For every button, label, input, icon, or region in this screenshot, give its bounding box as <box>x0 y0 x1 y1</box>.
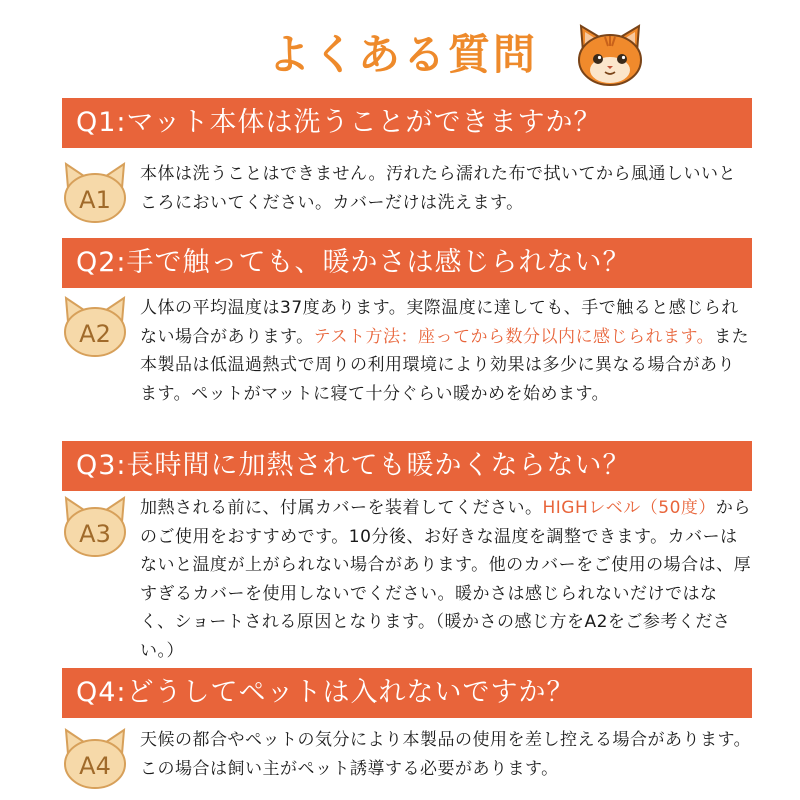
faq-answer-2 <box>62 294 762 439</box>
answer-text: 加熱される前に、付属カバーを装着してください。HIGHレベル（50度）からのご使用をおすすめです。10分後、お好きな温度を調整できます。カバーはないと温度が上がられない場合があります。他のカバーをご使用の場合は、厚すぎるカバーを使用しないでください。暖かさは感じられないだけではなく、ショートされる原因となります。（暖かさの感じ方をA2をご参考ください。） <box>140 498 752 661</box>
faq-question-4 <box>62 668 752 718</box>
answer-text: 人体の平均温度は37度あります。実際温度に達しても、手で触ると感じられない場合があります。テスト方法：座ってから数分以内に感じられます。また本製品は低温過熱式で周りの利用環境により効果は多少に異なる場合があります。ペットがマットに寝て十分ぐらい暖かめを始めます。 <box>140 298 750 404</box>
cat-face-icon <box>575 22 645 88</box>
answer-text: 天候の都合やペットの気分により本製品の使用を差し控える場合があります。この場合は飼い主がペット誘導する必要があります。 <box>140 730 752 779</box>
faq-header <box>0 22 800 92</box>
answer-text: 本体は洗うことはできません。汚れたら濡れた布で拭いてから風通しいいところにおいてください。カバーだけは洗えます。 <box>140 164 737 213</box>
question-text: Q2:手で触っても、暖かさは感じられない？ <box>76 247 631 278</box>
question-text: Q4:どうしてペットは入れないですか？ <box>76 677 575 708</box>
faq-answer-3 <box>62 494 762 664</box>
cat-badge-icon <box>62 162 128 224</box>
svg-text:A2: A2 <box>79 320 111 348</box>
page-title: よくある質問 <box>268 30 539 79</box>
cat-badge-icon <box>62 728 128 790</box>
faq-answer-1 <box>62 160 762 220</box>
question-text: Q1:マット本体は洗うことができますか？ <box>76 107 602 138</box>
cat-badge-icon <box>62 296 128 358</box>
question-text: Q3:長時間に加熱されても暖かくならない？ <box>76 450 631 481</box>
faq-question-1 <box>62 98 752 148</box>
highlight-text: テスト方法：座ってから数分以内に感じられます。 <box>313 326 715 347</box>
svg-text:A4: A4 <box>79 752 111 780</box>
svg-text:A3: A3 <box>79 520 111 548</box>
faq-answer-4 <box>62 726 762 786</box>
faq-question-3 <box>62 441 752 491</box>
cat-badge-icon <box>62 496 128 558</box>
highlight-text: HIGHレベル（50度） <box>542 498 716 518</box>
faq-question-2 <box>62 238 752 288</box>
svg-text:A1: A1 <box>79 186 111 214</box>
